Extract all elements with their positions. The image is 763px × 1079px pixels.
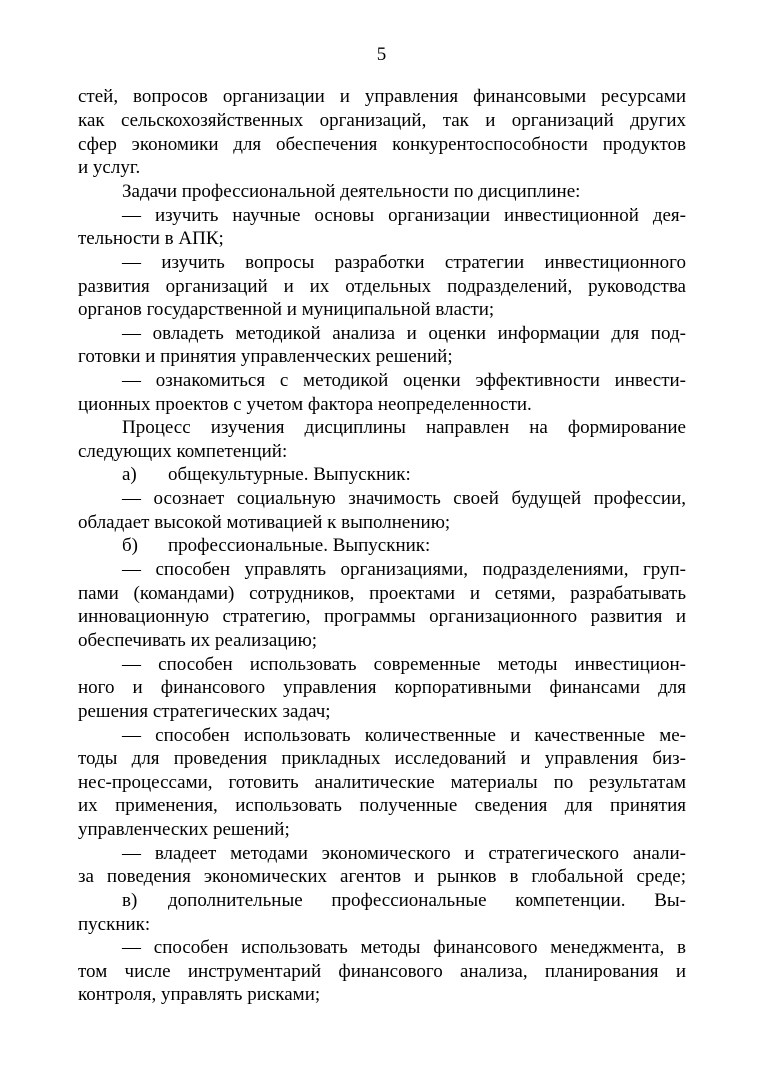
list-item-letter-b: б) (122, 535, 138, 556)
bullet-line: — способен использовать количественные и качественные ме- (122, 725, 686, 746)
list-item-letter-a: а) (122, 464, 137, 485)
text-line: пускник: (78, 914, 151, 935)
text-line: тоды для проведения прикладных исследований и управления биз- (78, 748, 686, 769)
text-line: за поведения экономических агентов и рынков в глобальной среде; (78, 866, 686, 887)
text-line: и услуг. (78, 157, 141, 178)
paragraph-heading: Задачи профессиональной деятельности по дисциплине: (122, 181, 581, 202)
text-line: ного и финансового управления корпоративными финансами для (78, 677, 686, 698)
text-line: инновационную стратегию, программы организационного развития и (78, 606, 686, 627)
list-item-letter-c: в) (122, 890, 138, 911)
text-line: том числе инструментарий финансового анализа, планирования и (78, 961, 686, 982)
text-line: следующих компетенций: (78, 441, 288, 462)
bullet-line: — изучить научные основы организации инвестиционной дея- (122, 205, 686, 226)
bullet-line: — способен использовать методы финансового менеджмента, в (122, 937, 686, 958)
text-line: нес-процессами, готовить аналитические материалы по результатам (78, 772, 686, 793)
bullet-line: — способен управлять организациями, подразделениями, груп- (122, 559, 686, 580)
text-line: органов государственной и муниципальной власти; (78, 299, 495, 320)
bullet-line: — изучить вопросы разработки стратегии инвестиционного (122, 252, 686, 273)
text-line: их применения, использовать полученные сведения для принятия (78, 795, 686, 816)
text-line: контроля, управлять рисками; (78, 984, 321, 1005)
paragraph-line: Процесс изучения дисциплины направлен на формирование (122, 417, 686, 438)
text-line: как сельскохозяйственных организаций, так и организаций других (78, 110, 686, 131)
page-number: 5 (376, 44, 387, 65)
text-line: готовки и принятия управленческих решений; (78, 346, 453, 367)
text-line: решения стратегических задач; (78, 701, 331, 722)
text-line: тельности в АПК; (78, 228, 224, 249)
bullet-line: — овладеть методикой анализа и оценки информации для под- (122, 323, 686, 344)
bullet-line: — способен использовать современные методы инвестицион- (122, 654, 686, 675)
list-item-text-c: дополнительные профессиональные компетенции. Вы- (168, 890, 686, 911)
text-line: ционных проектов с учетом фактора неопределенности. (78, 394, 532, 415)
text-line: сфер экономики для обеспечения конкурентоспособности продуктов (78, 134, 686, 155)
text-line: управленческих решений; (78, 819, 290, 840)
text-line: обладает высокой мотивацией к выполнению; (78, 512, 451, 533)
text-line: пами (командами) сотрудников, проектами и сетями, разрабатывать (78, 583, 686, 604)
bullet-line: — осознает социальную значимость своей будущей профессии, (122, 488, 686, 509)
text-line: стей, вопросов организации и управления финансовыми ресурсами (78, 86, 686, 107)
list-item-text-b: профессиональные. Выпускник: (168, 535, 431, 556)
bullet-line: — владеет методами экономического и стратегического анали- (122, 843, 686, 864)
bullet-line: — ознакомиться с методикой оценки эффективности инвести- (122, 370, 686, 391)
text-line: развития организаций и их отдельных подразделений, руководства (78, 276, 686, 297)
list-item-text-a: общекультурные. Выпускник: (168, 464, 411, 485)
text-line: обеспечивать их реализацию; (78, 630, 318, 651)
